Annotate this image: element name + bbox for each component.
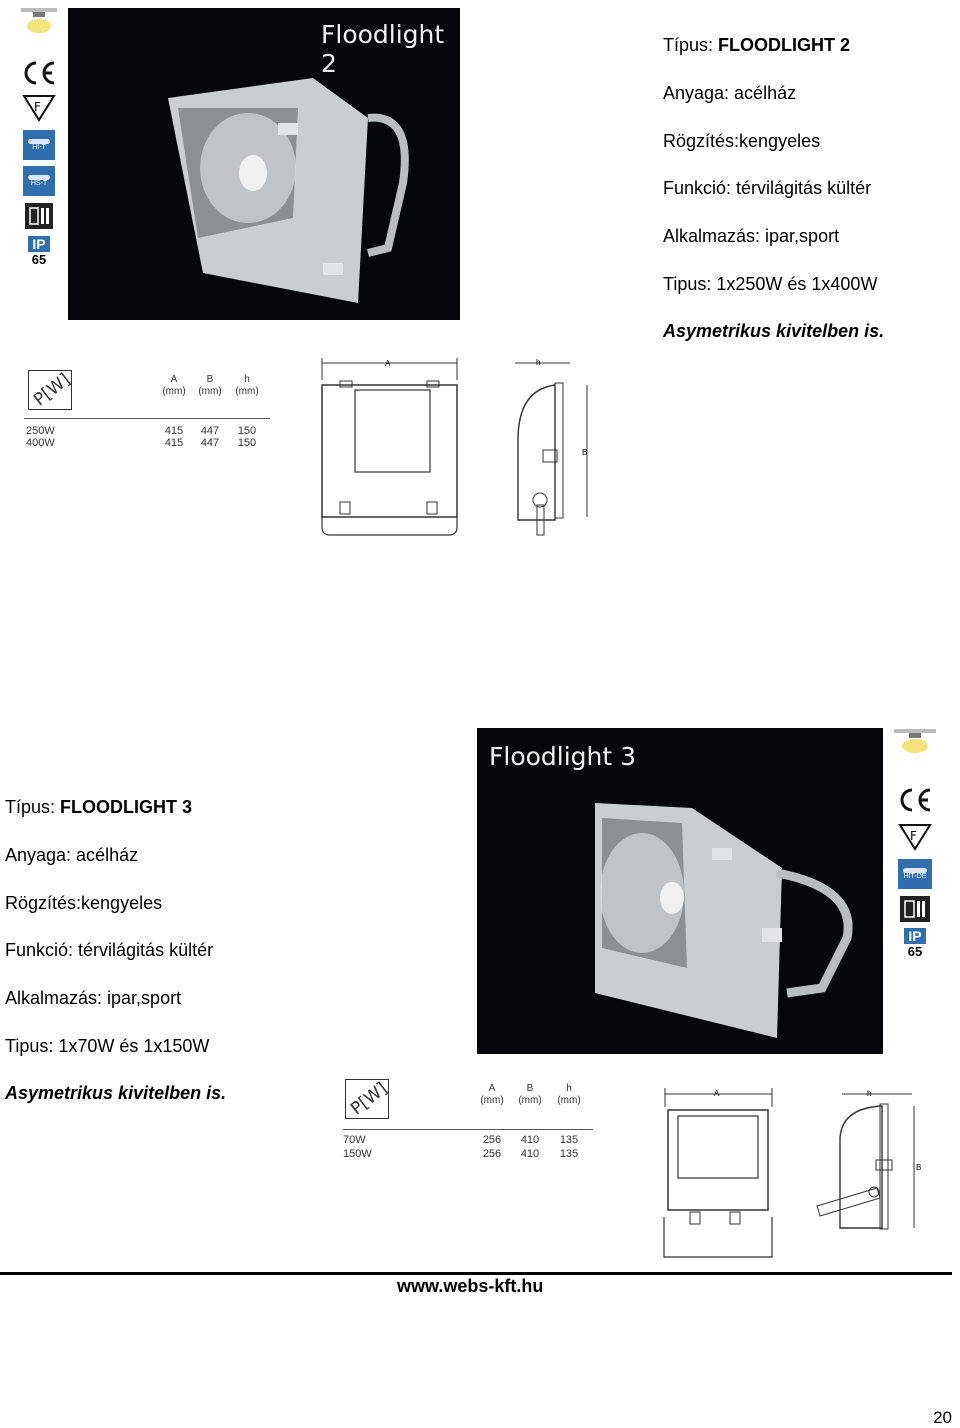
- ce-mark-icon: [897, 785, 933, 815]
- type-prefix: Típus:: [663, 35, 719, 55]
- product-1-photo: [68, 8, 460, 320]
- type-line: [5, 797, 192, 817]
- dim-b-label: B: [582, 448, 588, 457]
- ip-value: 65: [31, 252, 47, 267]
- photo-title: Floodlight 2: [321, 20, 445, 78]
- header-h: h (mm): [235, 374, 259, 397]
- ip-rating-badge: [904, 928, 926, 959]
- hit-de-lamp-badge: [898, 859, 932, 889]
- pw-box: [345, 1078, 392, 1120]
- class-1-icon: [24, 202, 54, 230]
- header-b: B (mm): [518, 1083, 542, 1106]
- dim-h-label: h: [867, 1089, 872, 1098]
- product-2-icon-column: [891, 727, 939, 959]
- svg-text:F: F: [34, 100, 41, 114]
- row-label: 150W: [343, 1148, 372, 1160]
- product-2-photo: [477, 728, 883, 1054]
- asymmetric-note: Asymetrikus kivitelben is.: [5, 1083, 227, 1103]
- mounting-line: Rögzítés:kengyeles: [663, 131, 821, 151]
- f-mark-icon: [22, 94, 56, 122]
- cell-a: 415: [164, 437, 184, 449]
- ip-label: IP: [904, 928, 926, 944]
- badge-label: HS-T: [30, 180, 48, 187]
- type-name: FLOODLIGHT 2: [718, 35, 851, 55]
- row-label: 400W: [26, 437, 55, 449]
- mounting-line: Rögzítés:kengyeles: [5, 893, 163, 913]
- cell-b: 447: [200, 425, 220, 437]
- light-beam-icon: [19, 6, 59, 44]
- pw-box: [28, 369, 75, 411]
- dim-h-label: h: [536, 358, 541, 367]
- application-line: Alkalmazás: ipar,sport: [5, 988, 182, 1008]
- badge-label: HIT-DE: [903, 873, 927, 880]
- asymmetric-note: Asymetrikus kivitelben is.: [663, 321, 885, 341]
- hi-t-lamp-badge: [23, 130, 55, 160]
- page-number: 20: [933, 1408, 952, 1427]
- application-line: Alkalmazás: ipar,sport: [663, 226, 840, 246]
- photo-title: Floodlight 3: [489, 742, 637, 771]
- header-a: A (mm): [162, 374, 186, 397]
- light-beam-icon: [892, 727, 938, 761]
- header-b: B (mm): [198, 374, 222, 397]
- ip-value: 65: [907, 944, 923, 959]
- cell-a: 256: [482, 1148, 502, 1160]
- cell-b: 447: [200, 437, 220, 449]
- cell-h: 150: [237, 437, 257, 449]
- product-1-icon-column: [18, 6, 60, 267]
- product-2-dimension-table: [343, 1077, 593, 1167]
- class-1-icon: [899, 895, 931, 923]
- ce-mark-icon: [21, 58, 57, 88]
- material-line: Anyaga: acélház: [5, 845, 139, 865]
- cell-b: 410: [520, 1148, 540, 1160]
- floodlight-2-lamp-image: [68, 8, 460, 320]
- product-2-side-drawing: [812, 1088, 922, 1248]
- type-prefix: Típus:: [5, 797, 61, 817]
- type-name: FLOODLIGHT 3: [60, 797, 193, 817]
- svg-text:F: F: [910, 829, 917, 843]
- cell-h: 135: [559, 1134, 579, 1146]
- function-line: Funkció: térvilágitás kültér: [663, 178, 872, 198]
- cell-a: 256: [482, 1134, 502, 1146]
- function-line: Funkció: térvilágitás kültér: [5, 940, 214, 960]
- cell-h: 150: [237, 425, 257, 437]
- ip-rating-badge: [28, 236, 50, 267]
- badge-label: HI-T: [32, 144, 46, 151]
- footer-website[interactable]: www.webs-kft.hu: [397, 1276, 544, 1296]
- cell-a: 415: [164, 425, 184, 437]
- product-1-side-drawing: [510, 355, 595, 540]
- row-label: 250W: [26, 425, 55, 437]
- product-1-front-drawing: [315, 355, 465, 540]
- power-line: Tipus: 1x70W és 1x150W: [5, 1036, 210, 1056]
- pw-label: P[W]: [30, 369, 75, 411]
- ip-label: IP: [28, 236, 50, 252]
- header-h: h (mm): [557, 1083, 581, 1106]
- material-line: Anyaga: acélház: [663, 83, 797, 103]
- dim-a-label: A: [385, 359, 391, 368]
- hs-t-lamp-badge: [23, 166, 55, 196]
- product-1-dimension-table: [24, 368, 270, 458]
- type-line: [663, 35, 850, 55]
- header-a: A (mm): [480, 1083, 504, 1106]
- cell-b: 410: [520, 1134, 540, 1146]
- pw-label: P[W]: [347, 1078, 392, 1120]
- f-mark-icon: [898, 823, 932, 851]
- dim-a-label: A: [714, 1089, 720, 1098]
- row-label: 70W: [343, 1134, 366, 1146]
- footer-divider: [0, 1272, 952, 1275]
- cell-h: 135: [559, 1148, 579, 1160]
- power-line: Tipus: 1x250W és 1x400W: [663, 274, 878, 294]
- dim-b-label: B: [916, 1163, 922, 1172]
- floodlight-3-lamp-image: [477, 728, 883, 1054]
- product-2-front-drawing: [660, 1082, 780, 1262]
